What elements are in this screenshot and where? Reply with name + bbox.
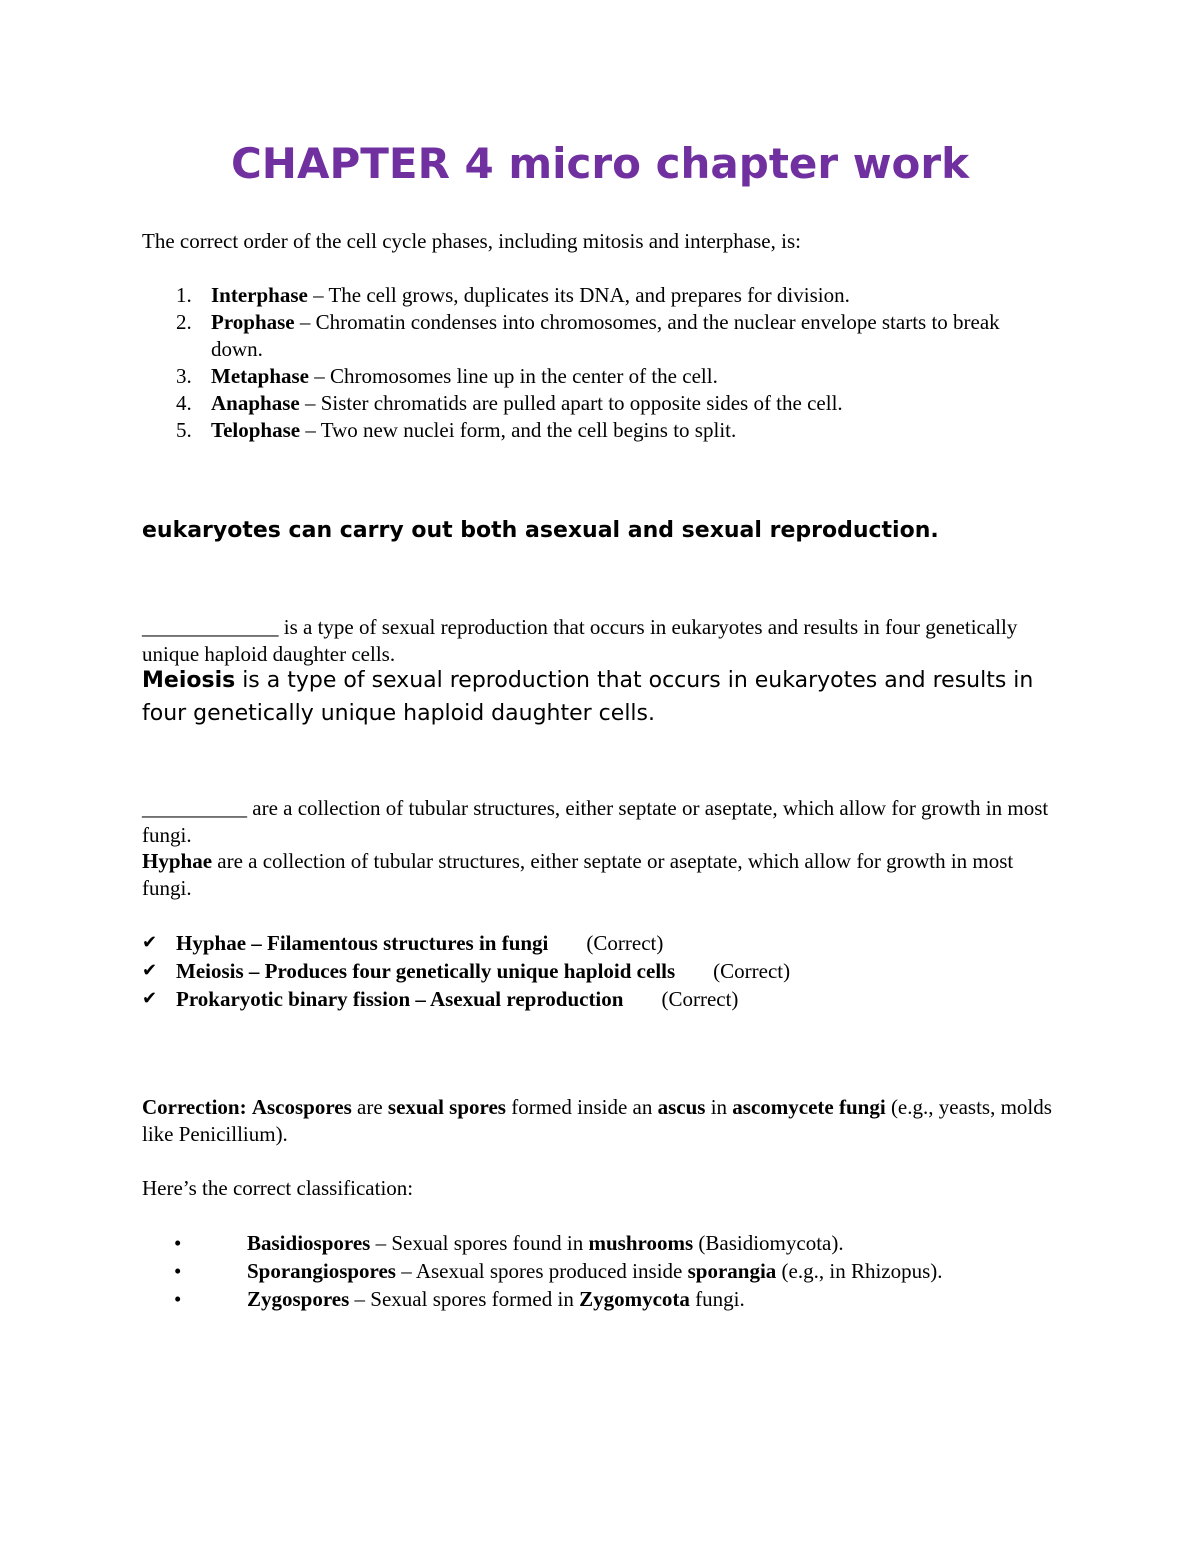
phase-name: Telophase [211,418,301,442]
page-title: CHAPTER 4 micro chapter work [230,139,970,188]
list-item: 5. Telophase – Two new nuclei form, and the cell begins to split. [176,418,737,442]
status-badge: (Correct) [713,959,791,983]
cell-cycle-phase-list [142,282,1052,444]
list-item: 4. Anaphase – Sister chromatids are pulled apart to opposite sides of the cell. [176,391,843,415]
phase-name: Prophase [211,310,295,334]
phase-description: – Chromatin condenses into chromosomes, and the nuclear envelope starts to break down. [211,310,1000,361]
phase-name: Anaphase [211,391,300,415]
check-icon: ✔ [142,988,158,1009]
bullet-icon: • [174,1231,182,1255]
list-item: • Sporangiospores – Asexual spores produced inside sporangia (e.g., in Rhizopus). [174,1259,943,1283]
list-item: 1. Interphase – The cell grows, duplicates its DNA, and prepares for division. [176,283,850,307]
check-icon: ✔ [142,960,158,981]
list-item: 3. Metaphase – Chromosomes line up in the center of the cell. [176,364,718,388]
check-icon: ✔ [142,932,158,953]
phase-description: – Chromosomes line up in the center of the cell. [309,364,718,388]
phase-description: – Sister chromatids are pulled apart to opposite sides of the cell. [299,391,843,415]
list-item: • Basidiospores – Sexual spores found in mushrooms (Basidiomycota). [174,1231,844,1255]
bullet-icon: • [174,1259,182,1283]
status-badge: (Correct) [586,931,664,955]
list-item: ✔ Meiosis – Produces four genetically unique haploid cells (Correct) [142,959,791,983]
list-item: ✔ Prokaryotic binary fission – Asexual reproduction (Correct) [142,987,739,1011]
spore-classification-list [142,1229,1052,1313]
phase-name: Metaphase [211,364,309,388]
list-item: • Zygospores – Sexual spores formed in Zygomycota fungi. [174,1287,745,1311]
list-item: 2. Prophase – Chromatin condenses into chromosomes, and the nuclear envelope starts to break down. [176,310,1000,361]
phase-description: – The cell grows, duplicates its DNA, and prepares for division. [307,283,850,307]
phase-description: – Two new nuclei form, and the cell begins to split. [300,418,737,442]
hyphae-question: __________ are a collection of tubular structures, either septate or aseptate, which allow for growth in most fungi. [142,796,1049,847]
list-item: ✔ Hyphae – Filamentous structures in fungi (Correct) [142,931,664,955]
bullet-icon: • [174,1287,182,1311]
cell-cycle-intro: The correct order of the cell cycle phases, including mitosis and interphase, is: [142,229,801,253]
correction-paragraph: Correction: Ascospores are sexual spores formed inside an ascus in ascomycete fungi (e.g., yeasts, molds like Penicillium). [142,1095,1052,1146]
phase-name: Interphase [211,283,308,307]
meiosis-question: _____________ is a type of sexual reproduction that occurs in eukaryotes and results in four genetically unique haploid daughter cells. [142,615,1018,666]
eukaryotes-statement: eukaryotes can carry out both asexual and sexual reproduction. [142,518,939,543]
classification-intro: Here’s the correct classification: [142,1176,414,1200]
meiosis-answer: Meiosis is a type of sexual reproduction that occurs in eukaryotes and results in four genetically unique haploid daughter cells. [142,668,1034,726]
status-badge: (Correct) [661,987,739,1011]
hyphae-answer: Hyphae are a collection of tubular structures, either septate or aseptate, which allow for growth in most fungi. [142,849,1014,900]
checked-answers-list [142,929,1052,1013]
